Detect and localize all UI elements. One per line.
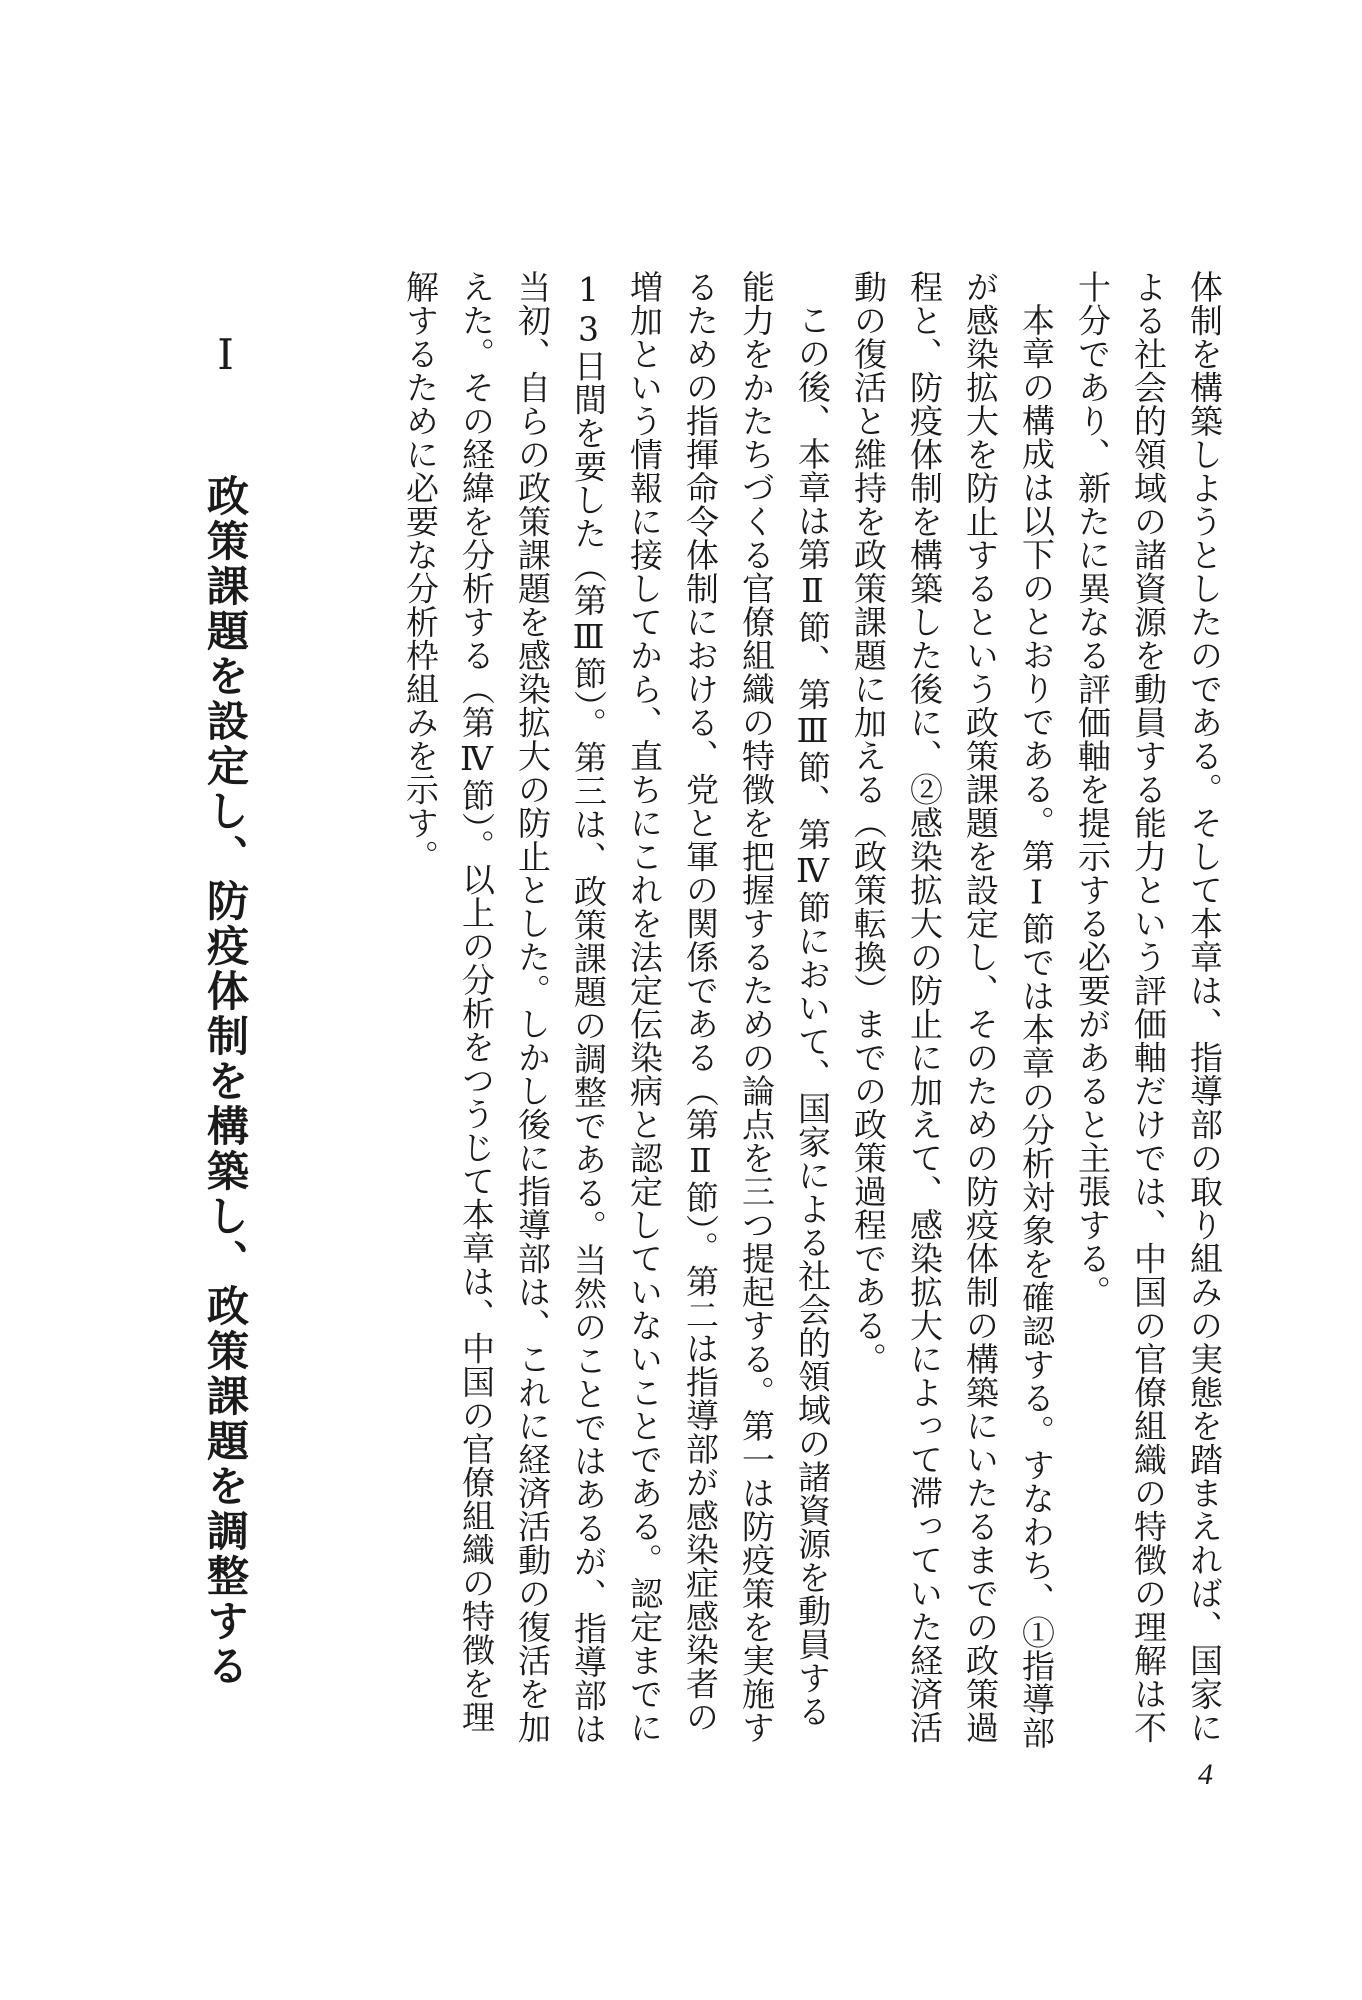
- body-text: [392, 270, 1232, 1750]
- page-number: 4: [1198, 1758, 1213, 1791]
- body-paragraph-1: 体制を構築しようとしたのである。そして本章は、指導部の取り組みの実態を踏まえれば、国家による社会的領域の諸資源を動員する能力という評価軸だけでは、中国の官僚組織の特徴の理解は不十分であり、新たに異なる評価軸を提示する必要があると主張する。: [1073, 270, 1224, 1744]
- section-heading: [195, 330, 255, 1770]
- section-number: Ⅰ: [201, 330, 250, 382]
- section-title: 政策課題を設定し、防疫体制を構築し、政策課題を調整する: [201, 474, 250, 1689]
- body-paragraph-3: この後、本章は第Ⅱ節、第Ⅲ節、第Ⅳ節において、国家による社会的領域の諸資源を動員する能力をかたちづくる官僚組織の特徴を把握するための論点を三つ提起する。第一は防疫策を実施するための指揮命令体制における、党と軍の関係である（第Ⅱ節）。第二は指導部が感染症感染者の増加という情報に接してから、直ちにこれを法定伝染病と認定していないことである。認定までに13日間を要した（第Ⅲ節）。第三は、政策課題の調整である。当然のことではあるが、指導部は当初、自らの政策課題を感染拡大の防止とした。しかし後に指導部は、これに経済活動の復活を加えた。その経緯を分析する（第Ⅳ節）。以上の分析をつうじて本章は、中国の官僚組織の特徴を理解するために必要な分析枠組みを示す。: [401, 270, 832, 1746]
- body-paragraph-2: 本章の構成は以下のとおりである。第Ⅰ節では本章の分析対象を確認する。すなわち、①指導部が感染拡大を防止するという政策課題を設定し、そのための防疫体制の構築にいたるまでの政策過程と、防疫体制を構築した後に、②感染拡大の防止に加えて、感染拡大によって滞っていた経済活動の復活と維持を政策課題に加える（政策転換）までの政策過程である。: [849, 270, 1056, 1750]
